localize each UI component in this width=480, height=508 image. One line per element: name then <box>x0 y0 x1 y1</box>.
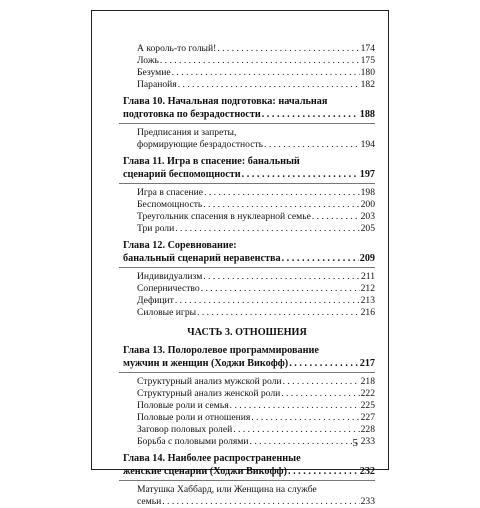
toc-item-page: 203 <box>360 211 375 222</box>
toc-item-title: А король-то голый! <box>137 43 217 54</box>
chapter-title-line2: подготовка по безрадостности <box>123 108 261 120</box>
toc-item-page: 228 <box>360 424 375 435</box>
toc-item-title: Ложь <box>137 55 159 66</box>
table-of-contents <box>119 43 375 508</box>
toc-item-title: Борьба с половыми ролями <box>137 436 249 447</box>
toc-item-page: 218 <box>360 376 375 387</box>
chapter-title-line1: Глава 11. Игра в спасение: банальный <box>123 156 300 167</box>
toc-item-page: 225 <box>360 400 375 411</box>
toc-item-page: 211 <box>360 271 375 282</box>
chapter-title-line1: Глава 12. Соревнование: <box>123 240 237 251</box>
toc-item-title: Соперничество <box>137 283 200 294</box>
toc-item-title-line2: формирующие безрадостность <box>137 139 264 150</box>
toc-item <box>119 67 375 79</box>
toc-item-title: Треугольник спасения в нуклеарной семье <box>137 211 311 222</box>
toc-item <box>119 376 375 388</box>
chapter-heading <box>119 240 375 265</box>
toc-item <box>119 436 375 448</box>
chapter-heading <box>119 156 375 181</box>
toc-item-page: 213 <box>360 295 375 306</box>
toc-item-title: Паранойя <box>137 79 177 90</box>
chapter-page: 188 <box>359 108 375 120</box>
chapter-title-line1: Глава 13. Полоролевое программирование <box>123 345 319 356</box>
toc-item-title: Безумие <box>137 67 171 78</box>
toc-item-page: 194 <box>360 139 375 150</box>
toc-item <box>119 127 375 151</box>
chapter-page: 197 <box>359 168 375 180</box>
toc-item <box>119 283 375 295</box>
toc-item-title-line2: семьи <box>137 496 162 507</box>
toc-item-page: 205 <box>360 223 375 234</box>
toc-item-page: 198 <box>360 187 375 198</box>
toc-item <box>119 307 375 319</box>
toc-item-title: Беспомощность <box>137 199 203 210</box>
toc-item-page: 233 <box>360 436 375 447</box>
toc-item <box>119 43 375 55</box>
toc-item <box>119 187 375 199</box>
toc-item-page: 180 <box>360 67 375 78</box>
toc-item-title-line1: Предписания и запреты, <box>137 127 237 138</box>
toc-item <box>119 79 375 91</box>
toc-item-page: 222 <box>360 388 375 399</box>
toc-item-title: Структурный анализ мужской роли <box>137 376 282 387</box>
toc-item-title: Половые роли и отношения <box>137 412 251 423</box>
chapter-title-line2: мужчин и женщин (Ходжи Викофф) <box>123 357 289 369</box>
divider <box>119 123 375 124</box>
toc-item-title: Индивидуализм <box>137 271 203 282</box>
divider <box>119 372 375 373</box>
divider <box>119 267 375 268</box>
toc-item-title: Заговор половых ролей <box>137 424 233 435</box>
toc-item-title: Игра в спасение <box>137 187 204 198</box>
page-number: 5 <box>352 437 358 449</box>
toc-item <box>119 400 375 412</box>
toc-item <box>119 412 375 424</box>
chapter-page: 209 <box>359 252 375 264</box>
toc-item-page: 227 <box>360 412 375 423</box>
toc-item <box>119 271 375 283</box>
book-page <box>91 10 389 507</box>
toc-item-page: 182 <box>360 79 375 90</box>
toc-item <box>119 484 375 508</box>
toc-item <box>119 223 375 235</box>
toc-item-title-line1: Матушка Хаббард, или Женщина на службе <box>137 484 317 495</box>
toc-item-page: 174 <box>360 43 375 54</box>
chapter-title-line2: женские сценарии (Ходжи Викофф) <box>123 465 287 477</box>
toc-item-page: 212 <box>360 283 375 294</box>
chapter-heading <box>119 96 375 121</box>
toc-item-title: Структурный анализ женской роли <box>137 388 281 399</box>
toc-item <box>119 211 375 223</box>
chapter-page: 232 <box>359 465 375 477</box>
toc-item <box>119 424 375 436</box>
part-title: ЧАСТЬ 3. ОТНОШЕНИЯ <box>187 327 307 338</box>
chapter-page: 217 <box>359 357 375 369</box>
toc-item <box>119 55 375 67</box>
toc-item-title: Три роли <box>137 223 175 234</box>
chapter-heading <box>119 345 375 370</box>
toc-item-title: Силовые игры <box>137 307 197 318</box>
toc-item-title: Дефицит <box>137 295 174 306</box>
toc-item <box>119 199 375 211</box>
divider <box>119 183 375 184</box>
chapter-title-line2: банальный сценарий неравенства <box>123 252 281 264</box>
toc-item-page: 175 <box>360 55 375 66</box>
toc-item-title: Половые роли и семья <box>137 400 229 411</box>
chapter-title-line2: сценарий беспомощности <box>123 168 241 180</box>
toc-item <box>119 295 375 307</box>
divider <box>119 480 375 481</box>
toc-item-page: 216 <box>360 307 375 318</box>
chapter-heading <box>119 453 375 478</box>
toc-item <box>119 388 375 400</box>
chapter-title-line1: Глава 14. Наиболее распространенные <box>123 453 301 464</box>
toc-item-page: 200 <box>360 199 375 210</box>
chapter-title-line1: Глава 10. Начальная подготовка: начальная <box>123 96 328 107</box>
toc-item-page: 233 <box>360 496 375 507</box>
